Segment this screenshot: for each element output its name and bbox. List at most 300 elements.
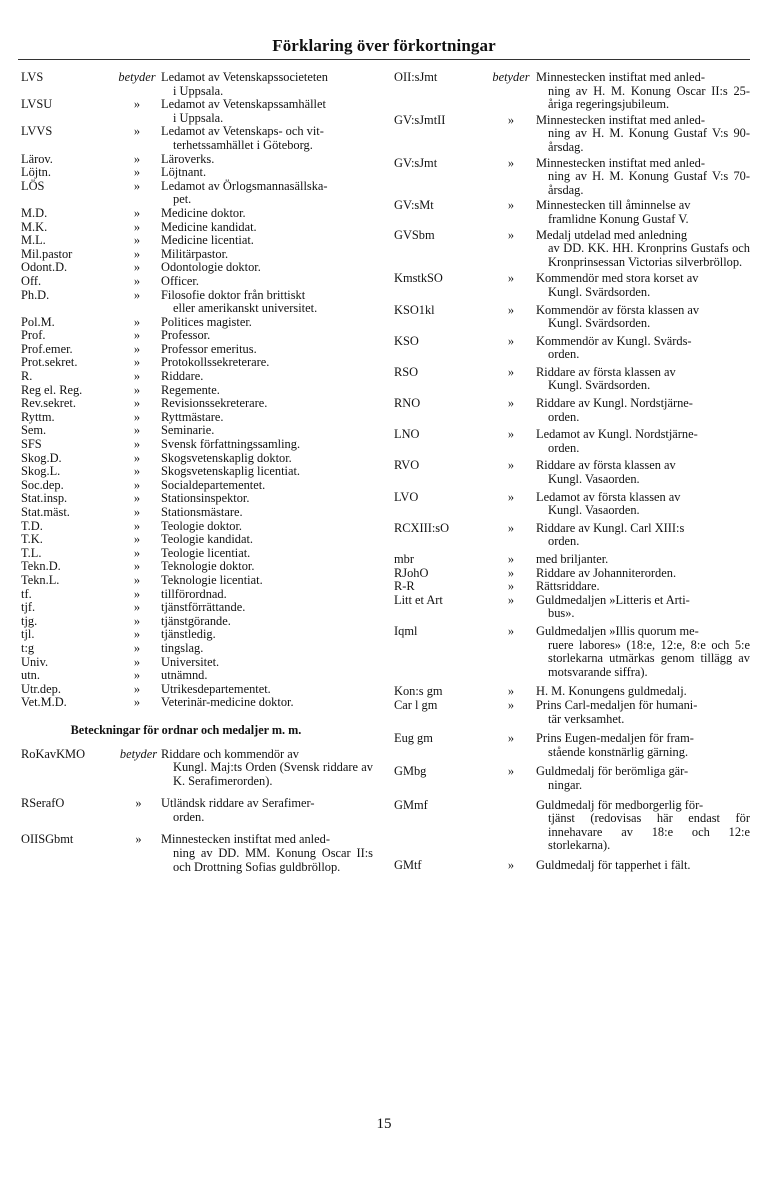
- definition-first-line: Seminarie.: [161, 423, 215, 438]
- definition-first-line: Militärpastor.: [161, 246, 229, 261]
- abbreviation: Off.: [21, 273, 42, 288]
- abbreviation: Prof.: [21, 328, 46, 343]
- abbreviation: mbr: [394, 552, 414, 566]
- definition: [161, 261, 373, 275]
- abbreviation: LÖS: [21, 178, 45, 193]
- definition: [161, 615, 373, 629]
- definition-first-line: med briljanter.: [536, 552, 609, 566]
- definition-continuation: framlidne Konung Gustaf V.: [548, 211, 689, 226]
- abbreviation: GV:sJmt: [394, 155, 438, 170]
- abbreviation: RSerafO: [21, 796, 65, 811]
- list-item: [21, 411, 373, 425]
- list-item: [21, 424, 373, 438]
- definition-first-line: Löjtnant.: [161, 165, 207, 180]
- definition: [536, 272, 750, 299]
- list-item: [394, 732, 750, 759]
- list-item: [21, 533, 373, 547]
- definition-first-line: Riddare av första klassen av: [536, 458, 676, 473]
- definition: [161, 180, 373, 207]
- list-item: [21, 98, 373, 125]
- list-item: [21, 574, 373, 588]
- definition-first-line: Ledamot av Örlogsmannasällska-: [161, 178, 328, 193]
- abbreviation: tjf.: [21, 600, 36, 615]
- list-item: [394, 157, 750, 198]
- list-item: [21, 329, 373, 343]
- definition-first-line: Guldmedalj för medborgerlig för-: [536, 797, 704, 812]
- definition-continuation: tär verksamhet.: [548, 711, 625, 726]
- definition-first-line: Prins Carl-medaljen för humani-: [536, 697, 698, 712]
- abbreviation: Kon:s gm: [394, 684, 443, 699]
- definition: [161, 384, 373, 398]
- definition: [536, 553, 750, 567]
- definition-first-line: Guldmedalj för tapperhet i fält.: [536, 857, 691, 872]
- definition: [161, 574, 373, 588]
- abbreviation: T.D.: [21, 518, 43, 533]
- abbreviation: tjg.: [21, 613, 38, 628]
- definition-first-line: Stationsmästare.: [161, 505, 243, 519]
- definition-first-line: Stationsinspektor.: [161, 491, 250, 506]
- means-marker: »: [133, 246, 141, 261]
- list-item: [21, 180, 373, 207]
- definition-first-line: Professor emeritus.: [161, 341, 257, 356]
- abbreviation: KSO1kl: [394, 302, 435, 317]
- page-title: Förklaring över förkortningar: [272, 36, 496, 55]
- means-marker: »: [133, 559, 141, 574]
- abbreviation: Pol.M.: [21, 314, 55, 329]
- definition: [161, 98, 373, 125]
- abbreviation: GVSbm: [394, 227, 435, 242]
- means-marker: »: [133, 640, 141, 655]
- list-item: [21, 234, 373, 248]
- abbreviation-list: [21, 71, 373, 710]
- definition-first-line: Minnestecken till åminnelse av: [536, 198, 691, 213]
- list-item: [21, 748, 373, 789]
- means-marker: »: [133, 205, 141, 220]
- abbreviation: GMtf: [394, 857, 422, 872]
- definition-continuation: bus».: [548, 606, 575, 621]
- list-item: [394, 491, 750, 518]
- definition-continuation: tjänst (redovisas här endast för innehavare av 18:e och 12:e storlekarna).: [548, 811, 750, 853]
- definition: [161, 506, 373, 520]
- definition-first-line: tingslag.: [161, 640, 204, 655]
- means-marker: »: [507, 764, 515, 779]
- means-marker: »: [507, 427, 515, 442]
- list-item: [21, 384, 373, 398]
- list-item: [21, 316, 373, 330]
- definition: [536, 397, 750, 424]
- definition-continuation: terhetssamhället i Göteborg.: [173, 137, 313, 152]
- means-marker: »: [507, 155, 515, 170]
- definition-first-line: Läroverks.: [161, 151, 215, 166]
- definition: [161, 628, 373, 642]
- definition-first-line: Riddare av första klassen av: [536, 364, 676, 379]
- abbreviation: Ryttm.: [21, 409, 55, 424]
- abbreviation: T.K.: [21, 532, 43, 547]
- definition: [161, 601, 373, 615]
- definition: [536, 114, 750, 155]
- abbreviation: Tekn.D.: [21, 559, 61, 574]
- abbreviation: LNO: [394, 427, 420, 442]
- definition-continuation: orden.: [548, 534, 580, 549]
- definition-continuation: orden.: [548, 409, 580, 424]
- abbreviation: LVSU: [21, 97, 53, 112]
- definition-first-line: Minnestecken instiftat med anled-: [536, 155, 705, 170]
- definition: [536, 366, 750, 393]
- means-marker: »: [133, 572, 141, 587]
- definition: [536, 699, 750, 726]
- definition-continuation: ning av H. M. Konung Gustaf V:s 90-årsdag.: [548, 126, 750, 154]
- means-marker: »: [133, 695, 141, 710]
- abbreviation: Mil.pastor: [21, 246, 73, 261]
- abbreviation: R-R: [394, 579, 415, 594]
- list-item: [394, 199, 750, 226]
- abbreviation: RNO: [394, 396, 421, 411]
- list-item: [21, 153, 373, 167]
- means-marker: »: [507, 684, 515, 699]
- definition: [536, 522, 750, 549]
- abbreviation: Iqml: [394, 623, 418, 638]
- definition-first-line: Teknologie licentiat.: [161, 572, 263, 587]
- abbreviation: OIISGbmt: [21, 832, 74, 847]
- abbreviation: Skog.L.: [21, 464, 61, 479]
- list-item: [394, 765, 750, 792]
- list-item: [394, 71, 750, 112]
- definition: [161, 560, 373, 574]
- means-marker: »: [133, 233, 141, 248]
- list-item: [21, 370, 373, 384]
- definition: [161, 289, 373, 316]
- definition-continuation: orden.: [548, 440, 580, 455]
- definition: [161, 71, 373, 98]
- abbreviation: Vet.M.D.: [21, 695, 67, 710]
- means-marker: »: [133, 369, 141, 384]
- definition-first-line: Teologie kandidat.: [161, 532, 254, 547]
- orders-heading: Beteckningar för ordnar och medaljer m. m.: [70, 722, 302, 737]
- means-marker: »: [133, 450, 141, 465]
- definition-first-line: Teologie doktor.: [161, 518, 243, 533]
- abbreviation: Litt et Art: [394, 592, 443, 607]
- definition: [161, 479, 373, 493]
- abbreviation: Ph.D.: [21, 287, 50, 302]
- means-marker: »: [507, 520, 515, 535]
- means-marker: »: [135, 796, 142, 811]
- abbreviation: KSO: [394, 333, 419, 348]
- definition-continuation: Kungl. Maj:ts Orden (Svensk riddare av K. Serafimerorden).: [173, 760, 373, 788]
- definition-first-line: Regemente.: [161, 382, 220, 397]
- abbreviation: GV:sJmtII: [394, 112, 446, 127]
- definition-continuation: i Uppsala.: [173, 110, 224, 125]
- means-marker: »: [507, 396, 515, 411]
- list-item: [394, 272, 750, 299]
- list-item: [394, 459, 750, 486]
- means-marker: »: [133, 491, 141, 506]
- definition-first-line: Ryttmästare.: [161, 409, 224, 424]
- means-marker: »: [133, 613, 141, 628]
- definition: [161, 833, 373, 874]
- definition: [161, 221, 373, 235]
- definition: [161, 748, 373, 789]
- means-marker: »: [507, 271, 515, 286]
- list-item: [394, 553, 750, 567]
- definition-first-line: Utrikesdepartementet.: [161, 681, 271, 696]
- abbreviation: Prot.sekret.: [21, 355, 78, 370]
- means-marker: »: [507, 697, 515, 712]
- abbreviation: Utr.dep.: [21, 681, 61, 696]
- definition-continuation: stående konstnärlig gärning.: [548, 744, 689, 759]
- abbreviation: Univ.: [21, 654, 49, 669]
- definition-continuation: orden.: [173, 809, 205, 824]
- means-marker: »: [507, 333, 515, 348]
- means-marker: »: [133, 518, 141, 533]
- means-marker: »: [133, 124, 141, 139]
- definition: [536, 428, 750, 455]
- means-marker: »: [133, 328, 141, 343]
- means-marker: »: [133, 586, 141, 601]
- means-marker: »: [507, 458, 515, 473]
- list-item: [21, 833, 373, 874]
- list-item: [21, 669, 373, 683]
- list-item: [394, 580, 750, 594]
- means-marker: »: [133, 396, 141, 411]
- definition: [161, 547, 373, 561]
- definition-continuation: Kungl. Svärdsorden.: [548, 316, 651, 331]
- abbreviation: Stat.insp.: [21, 491, 68, 506]
- definition-first-line: Svensk författningssamling.: [161, 437, 301, 452]
- definition: [161, 411, 373, 425]
- definition-first-line: Guldmedalj för berömliga gär-: [536, 764, 689, 779]
- abbreviation: utn.: [21, 668, 40, 683]
- abbreviation: RJohO: [394, 565, 429, 580]
- definition-continuation: eller amerikanskt universitet.: [173, 301, 318, 316]
- definition-first-line: Teologie licentiat.: [161, 545, 251, 560]
- means-marker: »: [133, 260, 141, 275]
- definition-continuation: i Uppsala.: [173, 83, 224, 98]
- means-marker: »: [507, 302, 515, 317]
- means-marker: »: [507, 731, 515, 746]
- definition: [161, 683, 373, 697]
- means-marker: »: [507, 565, 515, 580]
- definition: [161, 492, 373, 506]
- definition: [161, 153, 373, 167]
- definition-first-line: Politices magister.: [161, 314, 252, 329]
- abbreviation: GMmf: [394, 797, 428, 812]
- medals-list: [394, 71, 750, 872]
- definition-first-line: Filosofie doktor från brittiskt: [161, 287, 306, 302]
- means-marker: »: [133, 165, 141, 180]
- definition-first-line: Medalj utdelad med anledning: [536, 227, 688, 242]
- definition: [161, 166, 373, 180]
- definition-first-line: Universitet.: [161, 654, 220, 669]
- definition-first-line: Professor.: [161, 328, 211, 343]
- list-item: [394, 397, 750, 424]
- abbreviation: Löjtn.: [21, 165, 51, 180]
- definition-first-line: Utländsk riddare av Serafimer-: [161, 796, 315, 811]
- means-marker: »: [133, 409, 141, 424]
- definition-first-line: Minnestecken instiftat med anled-: [536, 112, 705, 127]
- means-marker: »: [507, 552, 515, 566]
- means-marker: »: [133, 477, 141, 492]
- definition-continuation: Kungl. Vasaorden.: [548, 503, 640, 518]
- definition: [161, 797, 373, 824]
- definition-first-line: Kommendör med stora korset av: [536, 271, 699, 286]
- definition: [536, 732, 750, 759]
- list-item: [21, 397, 373, 411]
- list-item: [21, 248, 373, 262]
- definition: [161, 533, 373, 547]
- means-marker: »: [135, 832, 142, 847]
- list-item: [21, 547, 373, 561]
- means-marker: »: [133, 423, 141, 438]
- means-marker: »: [133, 219, 141, 234]
- list-item: [21, 166, 373, 180]
- abbreviation: T.L.: [21, 545, 42, 560]
- list-item: [394, 428, 750, 455]
- list-item: [21, 356, 373, 370]
- means-marker: »: [507, 623, 515, 638]
- abbreviation: LVO: [394, 489, 419, 504]
- definition-first-line: Ledamot av första klassen av: [536, 489, 681, 504]
- means-marker: »: [133, 273, 141, 288]
- definition: [161, 275, 373, 289]
- list-item: [21, 343, 373, 357]
- means-marker: »: [133, 355, 141, 370]
- means-marker: »: [133, 627, 141, 642]
- abbreviation: Reg el. Reg.: [21, 382, 83, 397]
- definition: [161, 397, 373, 411]
- list-item: [394, 304, 750, 331]
- definition-continuation: av DD. KK. HH. Kronprins Gustafs och Kronprinsessan Victorias silverbröllop.: [548, 241, 750, 269]
- definition: [161, 207, 373, 221]
- means-marker: betyder: [118, 70, 156, 84]
- abbreviation: Odont.D.: [21, 260, 68, 275]
- definition: [161, 452, 373, 466]
- definition-first-line: tjänstförrättande.: [161, 600, 246, 615]
- definition-continuation: ning av H. M. Konung Oscar II:s 25-åriga regeringsjubileum.: [548, 83, 750, 112]
- means-marker: »: [133, 654, 141, 669]
- definition-first-line: Skogsvetenskaplig licentiat.: [161, 464, 301, 479]
- definition-first-line: Ledamot av Vetenskapssamhället: [161, 97, 326, 112]
- list-item: [394, 114, 750, 155]
- definition-continuation: ningar.: [548, 777, 583, 792]
- definition-first-line: Protokollssekreterare.: [161, 355, 270, 370]
- definition-first-line: Minnestecken instiftat med anled-: [161, 832, 330, 847]
- definition-first-line: Riddare.: [161, 369, 204, 384]
- abbreviation: Skog.D.: [21, 450, 62, 465]
- abbreviation: R.: [21, 369, 33, 384]
- means-marker: »: [133, 382, 141, 397]
- list-item: [21, 438, 373, 452]
- definition-first-line: Riddare av Johanniterorden.: [536, 565, 677, 580]
- definition-first-line: Prins Eugen-medaljen för fram-: [536, 731, 694, 746]
- definition: [536, 799, 750, 853]
- abbreviation: M.K.: [21, 219, 48, 234]
- definition: [161, 465, 373, 479]
- abbreviation: OII:sJmt: [394, 70, 438, 84]
- definition: [536, 567, 750, 581]
- definition: [161, 656, 373, 670]
- list-item: [21, 642, 373, 656]
- means-marker: »: [133, 681, 141, 696]
- list-item: [21, 520, 373, 534]
- list-item: [21, 683, 373, 697]
- abbreviation: SFS: [21, 437, 42, 452]
- definition: [161, 424, 373, 438]
- definition-first-line: Socialdepartementet.: [161, 477, 266, 492]
- list-item: [21, 207, 373, 221]
- definition: [536, 625, 750, 679]
- definition-first-line: Odontologie doktor.: [161, 260, 261, 275]
- abbreviation: LVS: [21, 70, 44, 84]
- list-item: [394, 522, 750, 549]
- definition: [161, 642, 373, 656]
- means-marker: »: [507, 592, 515, 607]
- definition: [536, 304, 750, 331]
- definition: [161, 248, 373, 262]
- definition: [536, 859, 750, 873]
- definition: [536, 594, 750, 621]
- definition: [161, 669, 373, 683]
- definition: [161, 520, 373, 534]
- means-marker: »: [507, 227, 515, 242]
- definition: [161, 343, 373, 357]
- title-rule: [18, 59, 750, 60]
- abbreviation: M.L.: [21, 233, 46, 248]
- definition-first-line: Ledamot av Kungl. Nordstjärne-: [536, 427, 698, 442]
- definition: [161, 125, 373, 152]
- list-item: [21, 221, 373, 235]
- list-item: [21, 628, 373, 642]
- definition-first-line: Medicine kandidat.: [161, 219, 257, 234]
- list-item: [21, 615, 373, 629]
- list-item: [21, 452, 373, 466]
- definition-first-line: Ledamot av Vetenskapssocieteten: [161, 70, 328, 84]
- definition-continuation: ning av DD. MM. Konung Oscar II:s och Drottning Sofias guldbröllop.: [173, 846, 373, 874]
- list-item: [394, 625, 750, 679]
- means-marker: »: [507, 364, 515, 379]
- abbreviation: Soc.dep.: [21, 477, 64, 492]
- list-item: [21, 506, 373, 520]
- means-marker: »: [133, 97, 141, 112]
- abbreviation: RVO: [394, 458, 420, 473]
- list-item: [21, 797, 373, 824]
- abbreviation: Stat.mäst.: [21, 505, 70, 519]
- definition-first-line: Kommendör av Kungl. Svärds-: [536, 333, 692, 348]
- definition-continuation: Kungl. Svärdsorden.: [548, 284, 651, 299]
- definition-first-line: Revisionssekreterare.: [161, 396, 268, 411]
- definition-first-line: Ledamot av Vetenskaps- och vit-: [161, 124, 324, 139]
- definition: [161, 588, 373, 602]
- definition-first-line: Riddare av Kungl. Nordstjärne-: [536, 396, 693, 411]
- means-marker: »: [133, 505, 141, 519]
- definition: [161, 234, 373, 248]
- definition-first-line: Guldmedaljen »Litteris et Arti-: [536, 592, 690, 607]
- means-marker: »: [133, 437, 141, 452]
- abbreviation: tf.: [21, 586, 32, 601]
- definition-first-line: tjänstgörande.: [161, 613, 231, 628]
- list-item: [394, 859, 750, 873]
- definition-first-line: Guldmedaljen »Illis quorum me-: [536, 623, 699, 638]
- definition-first-line: utnämnd.: [161, 668, 208, 683]
- means-marker: »: [133, 178, 141, 193]
- list-item: [394, 685, 750, 699]
- abbreviation: Rev.sekret.: [21, 396, 76, 411]
- definition: [536, 199, 750, 226]
- abbreviation: LVVS: [21, 124, 53, 139]
- definition-first-line: Minnestecken instiftat med anled-: [536, 70, 705, 84]
- list-item: [21, 479, 373, 493]
- means-marker: »: [507, 489, 515, 504]
- means-marker: betyder: [492, 70, 530, 84]
